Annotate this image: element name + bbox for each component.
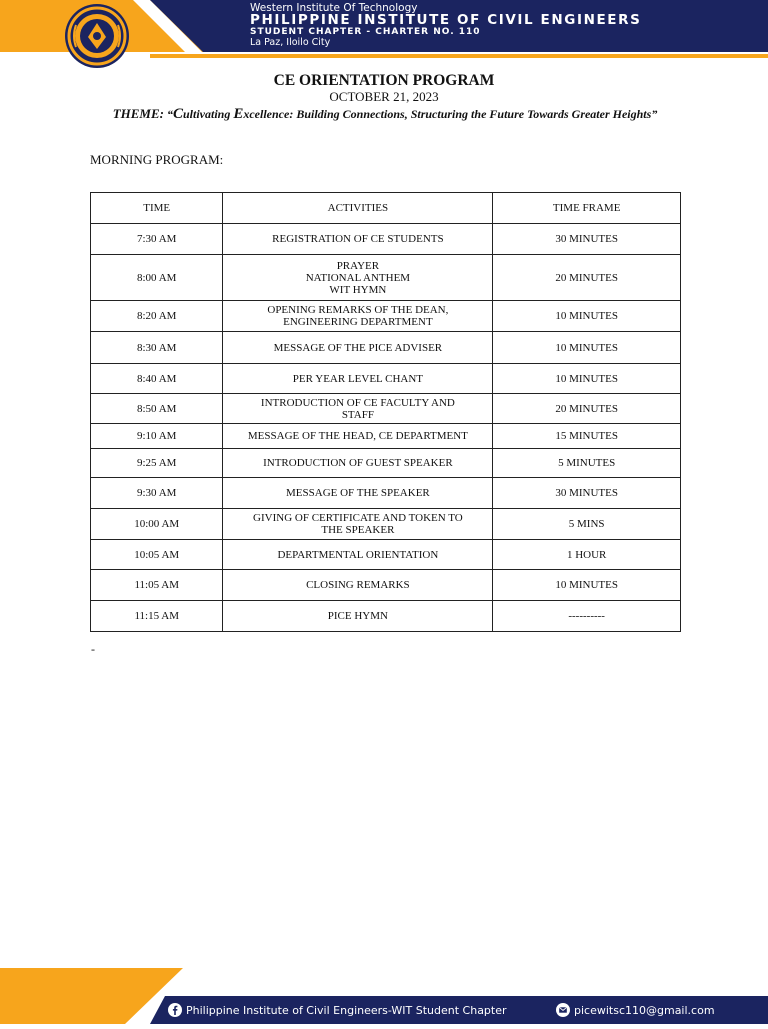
time-frame-cell: 5 MINS (493, 509, 681, 540)
theme-initial-c: C (172, 106, 183, 122)
time-cell: 8:20 AM (91, 301, 223, 332)
time-cell: 10:00 AM (91, 509, 223, 540)
schedule-table (90, 192, 681, 632)
time-cell: 8:30 AM (91, 332, 223, 364)
pice-seal-icon (64, 3, 130, 69)
time-frame-cell: 10 MINUTES (493, 570, 681, 601)
table-row (91, 478, 681, 509)
time-cell: 8:00 AM (91, 255, 223, 301)
time-cell: 9:10 AM (91, 424, 223, 449)
time-cell: 9:25 AM (91, 449, 223, 478)
time-cell: 9:30 AM (91, 478, 223, 509)
time-frame-cell: 5 MINUTES (493, 449, 681, 478)
header-time: TIME (91, 193, 223, 224)
table-row (91, 224, 681, 255)
organization-name: PHILIPPINE INSTITUTE OF CIVIL ENGINEERS (250, 12, 642, 28)
program-date: OCTOBER 21, 2023 (329, 89, 439, 104)
table-header-row (91, 193, 681, 224)
activity-cell: PRAYER NATIONAL ANTHEM WIT HYMN (223, 255, 493, 301)
time-frame-cell: 30 MINUTES (493, 478, 681, 509)
institution-name: Western Institute Of Technology (250, 2, 418, 14)
activity-cell: GIVING OF CERTIFICATE AND TOKEN TO THE SPEAKER (223, 509, 493, 540)
table-row (91, 601, 681, 632)
activity-cell: DEPARTMENTAL ORIENTATION (223, 540, 493, 570)
program-title: CE ORIENTATION PROGRAM (273, 72, 495, 89)
time-cell: 11:15 AM (91, 601, 223, 632)
footer-email-text: picewitsc110@gmail.com (574, 1003, 715, 1017)
trailing-dash: - (91, 642, 95, 656)
footer-email-link[interactable] (556, 1002, 715, 1018)
header-time-frame: TIME FRAME (493, 193, 681, 224)
table-row (91, 424, 681, 449)
time-frame-cell: 1 HOUR (493, 540, 681, 570)
activity-cell: INTRODUCTION OF CE FACULTY AND STAFF (223, 394, 493, 424)
table-row (91, 394, 681, 424)
time-frame-cell: 20 MINUTES (493, 394, 681, 424)
table-row (91, 570, 681, 601)
table-row (91, 449, 681, 478)
activity-cell: MESSAGE OF THE PICE ADVISER (223, 332, 493, 364)
time-frame-cell: 20 MINUTES (493, 255, 681, 301)
theme-text-2: xcellence: Building Connections, Structuring the Future Towards Greater Heights” (243, 107, 658, 121)
time-frame-cell: 15 MINUTES (493, 424, 681, 449)
theme-label: THEME: (112, 106, 164, 121)
time-frame-cell: ---------- (493, 601, 681, 632)
activity-cell: INTRODUCTION OF GUEST SPEAKER (223, 449, 493, 478)
time-cell: 8:50 AM (91, 394, 223, 424)
time-frame-cell: 10 MINUTES (493, 364, 681, 394)
letterhead (0, 0, 768, 70)
time-frame-cell: 10 MINUTES (493, 301, 681, 332)
footer-facebook-link[interactable] (168, 1002, 507, 1018)
table-row (91, 255, 681, 301)
activity-cell: REGISTRATION OF CE STUDENTS (223, 224, 493, 255)
facebook-icon (168, 1003, 182, 1017)
activity-cell: MESSAGE OF THE HEAD, CE DEPARTMENT (223, 424, 493, 449)
footer-facebook-text: Philippine Institute of Civil Engineers-WIT Student Chapter (186, 1003, 507, 1017)
table-row (91, 332, 681, 364)
header-activities: ACTIVITIES (223, 193, 493, 224)
time-frame-cell: 30 MINUTES (493, 224, 681, 255)
table-row (91, 540, 681, 570)
email-icon (556, 1003, 570, 1017)
section-heading: MORNING PROGRAM: (90, 152, 224, 167)
theme-text-1: ultivating (183, 107, 234, 121)
activity-cell: CLOSING REMARKS (223, 570, 493, 601)
time-cell: 11:05 AM (91, 570, 223, 601)
time-frame-cell: 10 MINUTES (493, 332, 681, 364)
theme-open-quote: “ (166, 107, 173, 121)
theme-initial-e: E (233, 106, 244, 122)
chapter-name: STUDENT CHAPTER - CHARTER NO. 110 (250, 27, 481, 37)
table-row (91, 509, 681, 540)
address: La Paz, Iloilo City (250, 37, 331, 48)
activity-cell: MESSAGE OF THE SPEAKER (223, 478, 493, 509)
program-theme (90, 106, 680, 122)
activity-cell: PER YEAR LEVEL CHANT (223, 364, 493, 394)
table-row (91, 301, 681, 332)
time-cell: 10:05 AM (91, 540, 223, 570)
time-cell: 8:40 AM (91, 364, 223, 394)
activity-cell: PICE HYMN (223, 601, 493, 632)
letterhead-text (250, 0, 765, 52)
table-row (91, 364, 681, 394)
time-cell: 7:30 AM (91, 224, 223, 255)
activity-cell: OPENING REMARKS OF THE DEAN, ENGINEERING DEPARTMENT (223, 301, 493, 332)
